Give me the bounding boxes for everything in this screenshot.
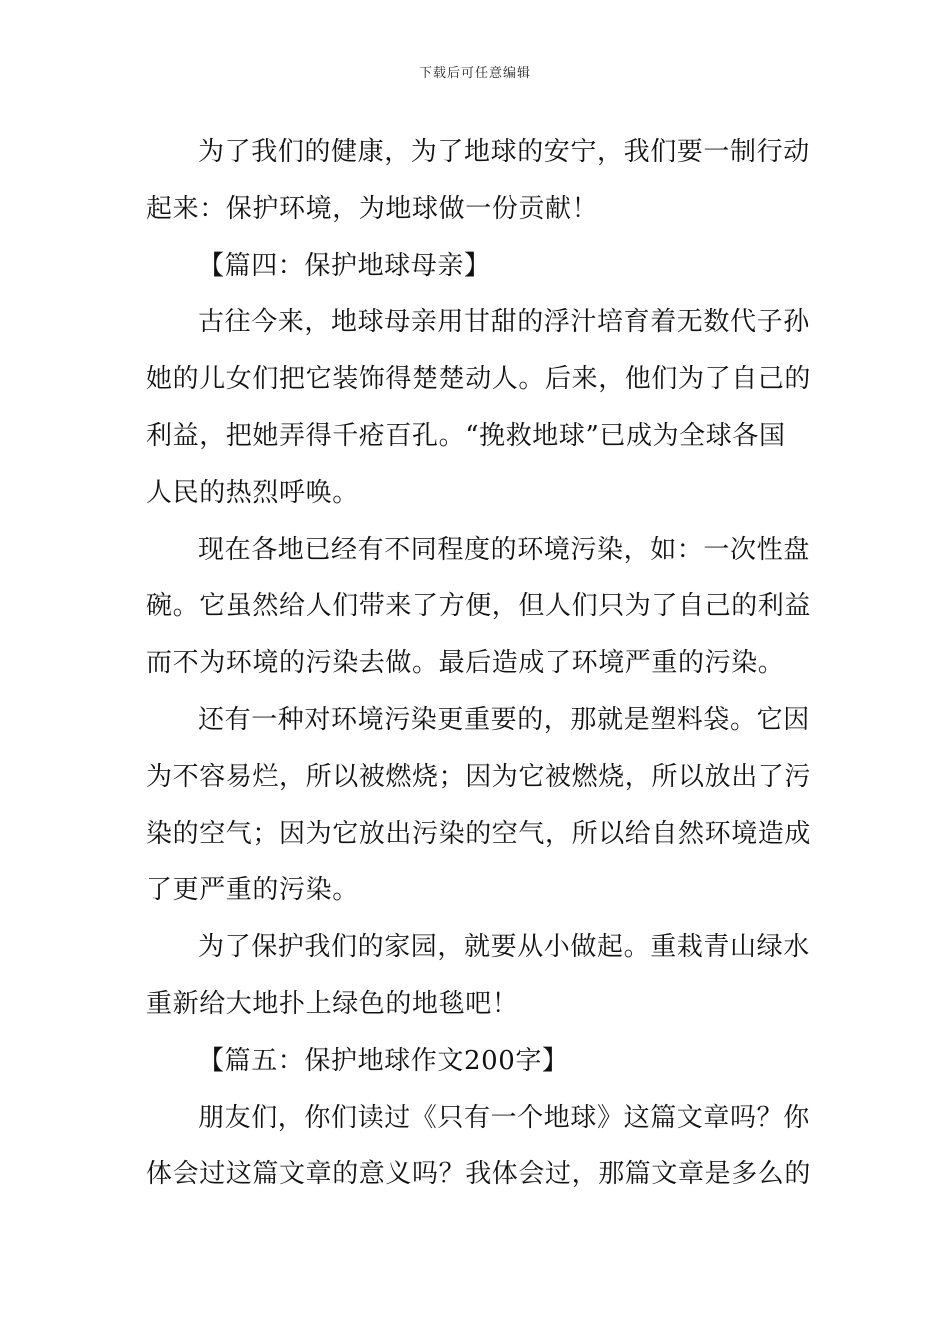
paragraph-line: 利益，把她弄得千疮百孔。“挽救地球”已成为全球各国 [146,420,786,451]
paragraph-line: 起来：保护环境，为地球做一份贡献！ [146,193,599,224]
document-body [146,124,810,1203]
paragraph-line: 染的空气；因为它放出污染的空气，所以给自然环境造成 [146,818,812,849]
paragraph-line: 她的儿女们把它装饰得楚楚动人。后来，他们为了自己的 [146,364,812,395]
paragraph-line: 碗。它虽然给人们带来了方便，但人们只为了自己的利益 [146,591,812,622]
section-heading: 【篇四：保护地球母亲】 [198,250,491,281]
paragraph-line: 现在各地已经有不同程度的环境污染，如：一次性盘 [198,534,810,565]
section-heading: 【篇五：保护地球作文200字】 [198,1045,569,1076]
page-header: 下载后可任意编辑 [418,66,531,81]
paragraph-line: 了更严重的污染。 [146,875,359,906]
paragraph-line: 为不容易烂，所以被燃烧；因为它被燃烧，所以放出了污 [146,761,812,792]
paragraph-line: 还有一种对环境污染更重要的，那就是塑料袋。它因 [198,704,810,735]
paragraph-line: 而不为环境的污染去做。最后造成了环境严重的污染。 [146,648,785,679]
paragraph-line: 体会过这篇文章的意义吗？我体会过，那篇文章是多么的 [146,1159,812,1190]
paragraph-line: 重新给大地扑上绿色的地毯吧！ [146,988,519,1019]
paragraph-line: 古往今来，地球母亲用甘甜的浮汁培育着无数代子孙 [198,307,810,338]
paragraph-line: 为了保护我们的家园，就要从小做起。重栽青山绿水 [198,932,810,963]
paragraph-line: 人民的热烈呼唤。 [146,477,359,508]
paragraph-line: 为了我们的健康，为了地球的安宁，我们要一制行动 [198,137,810,167]
paragraph-line: 朋友们，你们读过《只有一个地球》这篇文章吗？你 [198,1102,810,1133]
